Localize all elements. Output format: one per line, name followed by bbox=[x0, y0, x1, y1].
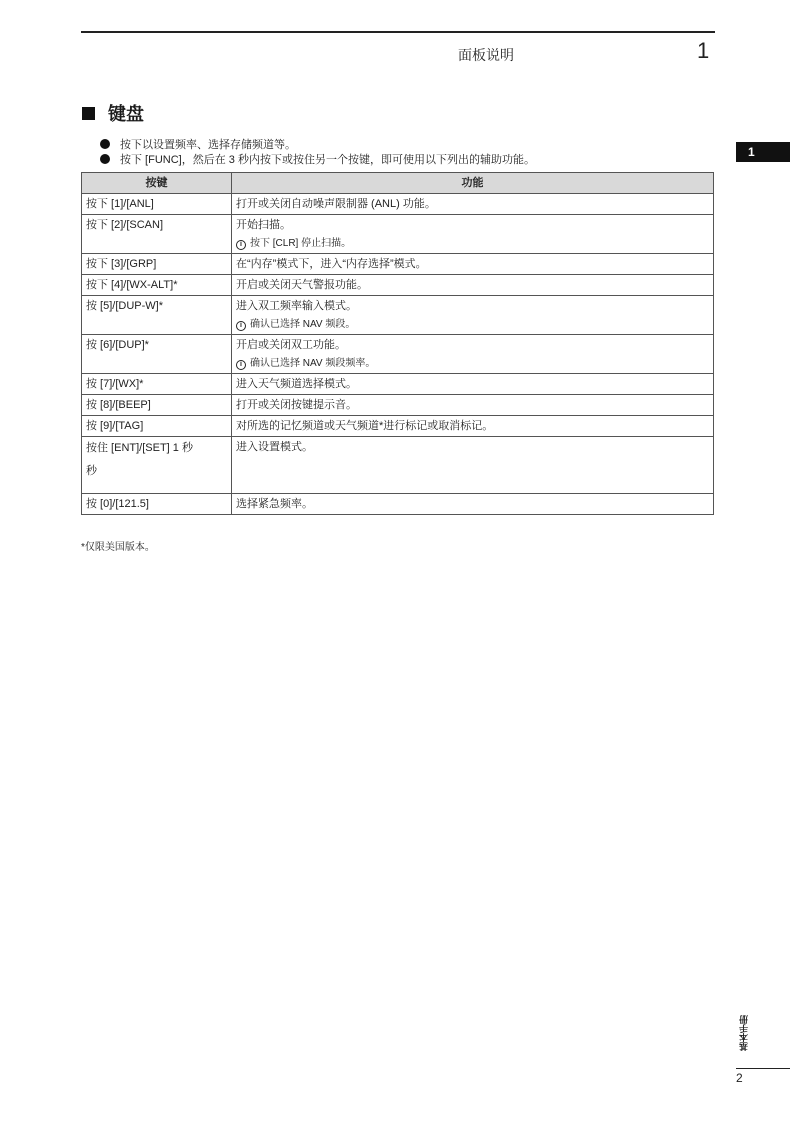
key-function-table bbox=[81, 172, 714, 515]
function-cell bbox=[232, 275, 714, 296]
bullet-item bbox=[100, 152, 535, 168]
key-cell: 按下 [4]/[WX-ALT]* bbox=[82, 275, 232, 296]
header-function: 功能 bbox=[232, 173, 714, 194]
info-icon: i bbox=[236, 360, 246, 370]
function-text: 开启或关闭双工功能。 bbox=[236, 339, 346, 351]
key-cell: 按 [9]/[TAG] bbox=[82, 416, 232, 437]
table-row bbox=[82, 275, 714, 296]
table-row bbox=[82, 494, 714, 515]
bullet-text: 按下以设置频率、选择存储频道等。 bbox=[120, 138, 296, 151]
square-bullet-icon bbox=[82, 107, 95, 120]
note-text: 确认已选择 NAV 频段频率。 bbox=[250, 358, 376, 369]
key-cell: 按 [5]/[DUP-W]* bbox=[82, 296, 232, 335]
function-text: 进入双工频率输入模式。 bbox=[236, 300, 357, 312]
key-cell: 按 [7]/[WX]* bbox=[82, 374, 232, 395]
key-cell: 按住 [ENT]/[SET] 1 秒 秒 bbox=[82, 437, 232, 494]
function-text: 对所选的记忆频道或天气频道*进行标记或取消标记。 bbox=[236, 420, 494, 432]
table-row bbox=[82, 296, 714, 335]
section-heading-text: 键盘 bbox=[108, 104, 144, 124]
function-cell bbox=[232, 296, 714, 335]
key-cell: 按下 [3]/[GRP] bbox=[82, 254, 232, 275]
table-row bbox=[82, 215, 714, 254]
info-icon: i bbox=[236, 240, 246, 250]
bullet-text: 按下 [FUNC]，然后在 3 秒内按下或按住另一个按键，即可使用以下列出的辅助功能。 bbox=[120, 154, 535, 167]
chapter-tab-label: 1 bbox=[748, 145, 755, 159]
function-cell bbox=[232, 395, 714, 416]
key-cell: 按下 [1]/[ANL] bbox=[82, 194, 232, 215]
header-rule bbox=[81, 31, 715, 33]
footer-rule bbox=[736, 1068, 790, 1069]
side-label: 基本手册 bbox=[739, 1015, 749, 1051]
key-cell: 按 [0]/[121.5] bbox=[82, 494, 232, 515]
chapter-tab bbox=[736, 142, 790, 162]
function-text: 开始扫描。 bbox=[236, 219, 291, 231]
function-cell bbox=[232, 374, 714, 395]
function-cell bbox=[232, 494, 714, 515]
note-text: 按下 [CLR] 停止扫描。 bbox=[250, 238, 352, 249]
header-key: 按键 bbox=[82, 173, 232, 194]
section-heading bbox=[82, 100, 144, 126]
function-text: 选择紧急频率。 bbox=[236, 498, 313, 510]
function-text: 进入设置模式。 bbox=[236, 441, 313, 453]
table-row bbox=[82, 254, 714, 275]
bullet-dot-icon bbox=[100, 139, 110, 149]
function-cell bbox=[232, 335, 714, 374]
function-text: 进入天气频道选择模式。 bbox=[236, 378, 357, 390]
page-header-title: 面板说明 bbox=[458, 47, 514, 63]
chapter-number: 1 bbox=[697, 38, 710, 63]
function-text: 打开或关闭按键提示音。 bbox=[236, 399, 357, 411]
bullet-dot-icon bbox=[100, 154, 110, 164]
function-cell bbox=[232, 416, 714, 437]
key-cell: 按 [8]/[BEEP] bbox=[82, 395, 232, 416]
function-cell bbox=[232, 437, 714, 494]
function-text: 在“内存”模式下，进入“内存选择”模式。 bbox=[236, 258, 427, 270]
key-cell: 按下 [2]/[SCAN] bbox=[82, 215, 232, 254]
bullet-item bbox=[100, 136, 535, 152]
table-row bbox=[82, 395, 714, 416]
table-row bbox=[82, 437, 714, 494]
info-icon: i bbox=[236, 321, 246, 331]
function-note bbox=[236, 316, 709, 334]
table-row bbox=[82, 335, 714, 374]
table-row bbox=[82, 374, 714, 395]
function-text: 打开或关闭自动噪声限制器 (ANL) 功能。 bbox=[236, 198, 436, 210]
function-cell bbox=[232, 215, 714, 254]
key-cell: 按 [6]/[DUP]* bbox=[82, 335, 232, 374]
page-number: 2 bbox=[736, 1071, 743, 1085]
table-header-row bbox=[82, 173, 714, 194]
function-text: 开启或关闭天气警报功能。 bbox=[236, 279, 368, 291]
function-note bbox=[236, 355, 709, 373]
bullet-list bbox=[100, 136, 535, 167]
table-row bbox=[82, 416, 714, 437]
function-cell bbox=[232, 254, 714, 275]
footnote: *仅限美国版本。 bbox=[81, 542, 155, 553]
table-row bbox=[82, 194, 714, 215]
note-text: 确认已选择 NAV 频段。 bbox=[250, 319, 356, 330]
function-note bbox=[236, 235, 709, 253]
function-cell bbox=[232, 194, 714, 215]
